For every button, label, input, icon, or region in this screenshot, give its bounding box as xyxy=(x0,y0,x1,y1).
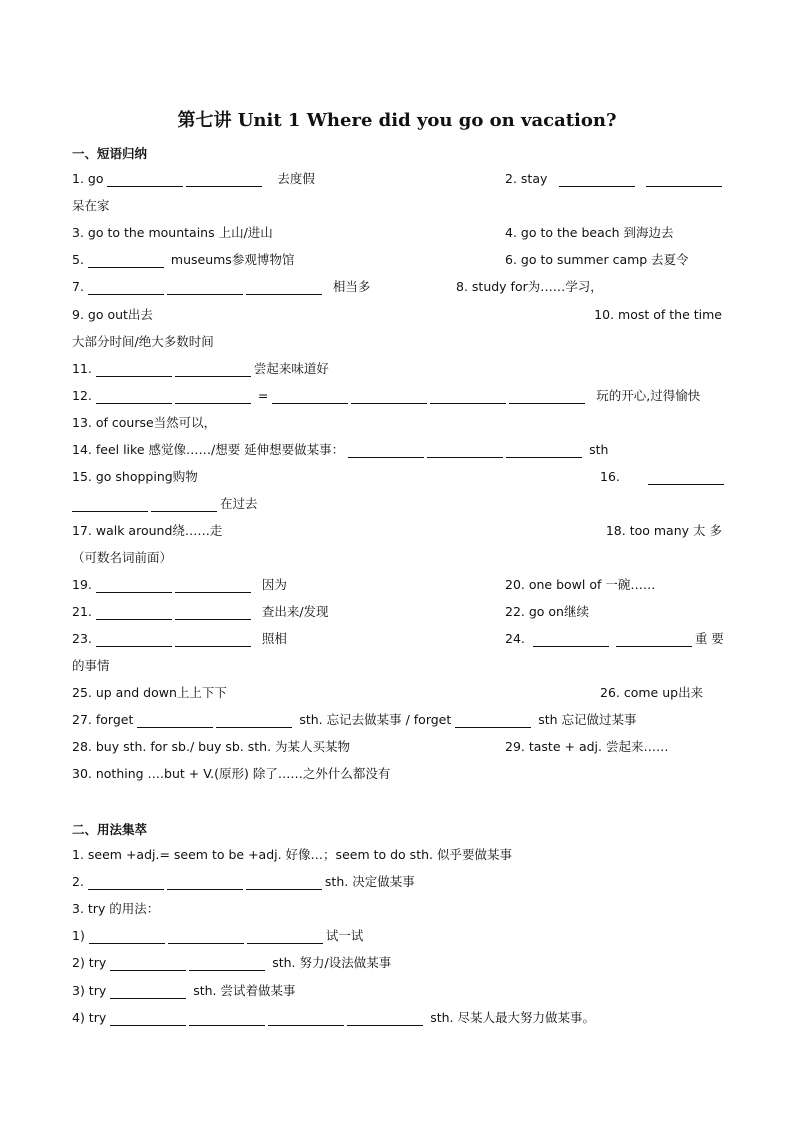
phrase-26: 26. come up出来 xyxy=(600,685,704,700)
phrase-11-prefix: 11. xyxy=(72,361,92,376)
phrase-20: 20. one bowl of 一碗…… xyxy=(505,577,656,592)
phrase-24-meaning-cont: 的事情 xyxy=(72,658,110,673)
section-heading-phrases: 一、短语归纳 xyxy=(72,146,148,161)
usage-3-2-meaning: sth. 努力/设法做某事 xyxy=(272,955,392,970)
answer-blank[interactable] xyxy=(151,498,217,512)
usage-3-3-meaning: sth. 尝试着做某事 xyxy=(193,983,296,998)
answer-blank[interactable] xyxy=(246,876,322,890)
phrase-2-meaning: 呆在家 xyxy=(72,198,110,213)
phrase-2 xyxy=(505,171,725,187)
answer-blank[interactable] xyxy=(96,606,172,620)
phrase-5 xyxy=(72,252,294,268)
answer-blank[interactable] xyxy=(455,714,531,728)
answer-blank[interactable] xyxy=(189,1012,265,1026)
usage-3-2 xyxy=(72,955,391,971)
phrase-1 xyxy=(72,171,315,187)
answer-blank[interactable] xyxy=(348,444,424,458)
phrase-23-meaning: 照相 xyxy=(261,631,287,646)
phrase-16-meaning: 在过去 xyxy=(220,496,258,511)
phrase-28: 28. buy sth. for sb./ buy sb. sth. 为某人买某物 xyxy=(72,739,351,754)
phrase-5-prefix: 5. xyxy=(72,252,84,267)
answer-blank[interactable] xyxy=(175,579,251,593)
phrase-11 xyxy=(72,361,329,377)
answer-blank[interactable] xyxy=(616,633,692,647)
answer-blank[interactable] xyxy=(137,714,213,728)
answer-blank[interactable] xyxy=(175,606,251,620)
phrase-14-suffix: sth xyxy=(589,442,609,457)
phrase-19-prefix: 19. xyxy=(72,577,92,592)
phrase-27-prefix: 27. forget xyxy=(72,712,134,727)
phrase-19-meaning: 因为 xyxy=(261,577,287,592)
phrase-16-prefix: 16. xyxy=(600,469,620,484)
phrase-2-prefix: 2. stay xyxy=(505,171,548,186)
answer-blank[interactable] xyxy=(88,281,164,295)
answer-blank[interactable] xyxy=(246,281,322,295)
phrase-7-prefix: 7. xyxy=(72,279,84,294)
phrase-7-meaning: 相当多 xyxy=(332,279,371,294)
phrase-12 xyxy=(72,388,700,404)
phrase-3: 3. go to the mountains 上山/进山 xyxy=(72,225,273,240)
usage-2 xyxy=(72,874,415,890)
phrase-13: 13. of course当然可以， xyxy=(72,415,217,430)
phrase-23 xyxy=(72,631,287,647)
phrase-18: 18. too many 太 多 xyxy=(605,523,722,538)
answer-blank[interactable] xyxy=(96,579,172,593)
answer-blank[interactable] xyxy=(167,876,243,890)
answer-blank[interactable] xyxy=(72,498,148,512)
answer-blank[interactable] xyxy=(110,957,186,971)
phrase-14 xyxy=(72,442,608,458)
phrase-21-prefix: 21. xyxy=(72,604,92,619)
usage-2-prefix: 2. xyxy=(72,874,84,889)
usage-3-3-prefix: 3) try xyxy=(72,983,107,998)
answer-blank[interactable] xyxy=(533,633,609,647)
phrase-1-meaning: 去度假 xyxy=(277,171,315,186)
answer-blank[interactable] xyxy=(247,930,323,944)
answer-blank[interactable] xyxy=(648,471,724,485)
section-heading-usage: 二、用法集萃 xyxy=(72,822,148,837)
phrase-21-meaning: 查出来/发现 xyxy=(261,604,329,619)
answer-blank[interactable] xyxy=(175,363,251,377)
phrase-10: 10. most of the time xyxy=(594,307,722,322)
usage-1: 1. seem +adj.= seem to be +adj. 好像…；seem to do sth. 似乎要做某事 xyxy=(72,847,512,862)
answer-blank[interactable] xyxy=(88,254,164,268)
phrase-8: 8. study for为……学习， xyxy=(456,279,603,294)
answer-blank[interactable] xyxy=(506,444,582,458)
usage-3-1 xyxy=(72,928,363,944)
answer-blank[interactable] xyxy=(559,173,635,187)
phrase-30: 30. nothing ….but + V.(原形) 除了……之外什么都没有 xyxy=(72,766,391,781)
phrase-22: 22. go on继续 xyxy=(505,604,589,619)
phrase-27-middle: sth. 忘记去做某事 / forget xyxy=(299,712,452,727)
answer-blank[interactable] xyxy=(216,714,292,728)
usage-3: 3. try 的用法： xyxy=(72,901,160,916)
answer-blank[interactable] xyxy=(110,985,186,999)
usage-3-3 xyxy=(72,983,296,999)
answer-blank[interactable] xyxy=(268,1012,344,1026)
usage-3-1-prefix: 1) xyxy=(72,928,85,943)
answer-blank[interactable] xyxy=(96,363,172,377)
equals-sign: = xyxy=(257,388,269,403)
answer-blank[interactable] xyxy=(88,876,164,890)
phrase-27-meaning: sth 忘记做过某事 xyxy=(538,712,637,727)
answer-blank[interactable] xyxy=(175,633,251,647)
phrase-21 xyxy=(72,604,329,620)
answer-blank[interactable] xyxy=(427,444,503,458)
page-title: 第七讲 Unit 1 Where did you go on vacation? xyxy=(177,110,617,131)
usage-3-4-meaning: sth. 尽某人最大努力做某事。 xyxy=(430,1010,596,1025)
usage-3-4-prefix: 4) try xyxy=(72,1010,107,1025)
phrase-9: 9. go out出去 xyxy=(72,307,153,322)
answer-blank[interactable] xyxy=(272,390,348,404)
phrase-7 xyxy=(72,279,370,295)
answer-blank[interactable] xyxy=(189,957,265,971)
answer-blank[interactable] xyxy=(96,390,172,404)
answer-blank[interactable] xyxy=(89,930,165,944)
phrase-25: 25. up and down上上下下 xyxy=(72,685,227,700)
phrase-24 xyxy=(505,631,724,647)
answer-blank[interactable] xyxy=(107,173,183,187)
answer-blank[interactable] xyxy=(347,1012,423,1026)
phrase-14-text: 14. feel like 感觉像……/想要 延伸想要做某事： xyxy=(72,442,345,457)
answer-blank[interactable] xyxy=(96,633,172,647)
phrase-16-cont xyxy=(72,496,258,512)
answer-blank[interactable] xyxy=(430,390,506,404)
phrase-15: 15. go shopping购物 xyxy=(72,469,198,484)
phrase-24-prefix: 24. xyxy=(505,631,525,646)
phrase-12-meaning: 玩的开心,过得愉快 xyxy=(596,388,701,403)
phrase-6: 6. go to summer camp 去夏令 xyxy=(505,252,689,267)
usage-3-1-meaning: 试一试 xyxy=(325,928,364,943)
phrase-19 xyxy=(72,577,287,593)
phrase-16 xyxy=(600,469,727,485)
phrase-1-prefix: 1. go xyxy=(72,171,104,186)
usage-2-meaning: sth. 决定做某事 xyxy=(324,874,415,889)
answer-blank[interactable] xyxy=(175,390,251,404)
answer-blank[interactable] xyxy=(351,390,427,404)
phrase-4: 4. go to the beach 到海边去 xyxy=(505,225,674,240)
phrase-12-prefix: 12. xyxy=(72,388,92,403)
answer-blank[interactable] xyxy=(167,281,243,295)
phrase-17: 17. walk around绕……走 xyxy=(72,523,223,538)
answer-blank[interactable] xyxy=(186,173,262,187)
phrase-5-meaning: museums参观博物馆 xyxy=(170,252,295,267)
phrase-10-meaning: 大部分时间/绝大多数时间 xyxy=(72,334,214,349)
usage-3-4 xyxy=(72,1010,595,1026)
phrase-18-meaning: （可数名词前面） xyxy=(72,550,173,565)
phrase-11-meaning: 尝起来味道好 xyxy=(253,361,329,376)
phrase-24-meaning: 重 要 xyxy=(694,631,724,646)
answer-blank[interactable] xyxy=(168,930,244,944)
phrase-27 xyxy=(72,712,637,728)
answer-blank[interactable] xyxy=(646,173,722,187)
answer-blank[interactable] xyxy=(509,390,585,404)
answer-blank[interactable] xyxy=(110,1012,186,1026)
phrase-29: 29. taste + adj. 尝起来…… xyxy=(505,739,669,754)
phrase-23-prefix: 23. xyxy=(72,631,92,646)
usage-3-2-prefix: 2) try xyxy=(72,955,107,970)
